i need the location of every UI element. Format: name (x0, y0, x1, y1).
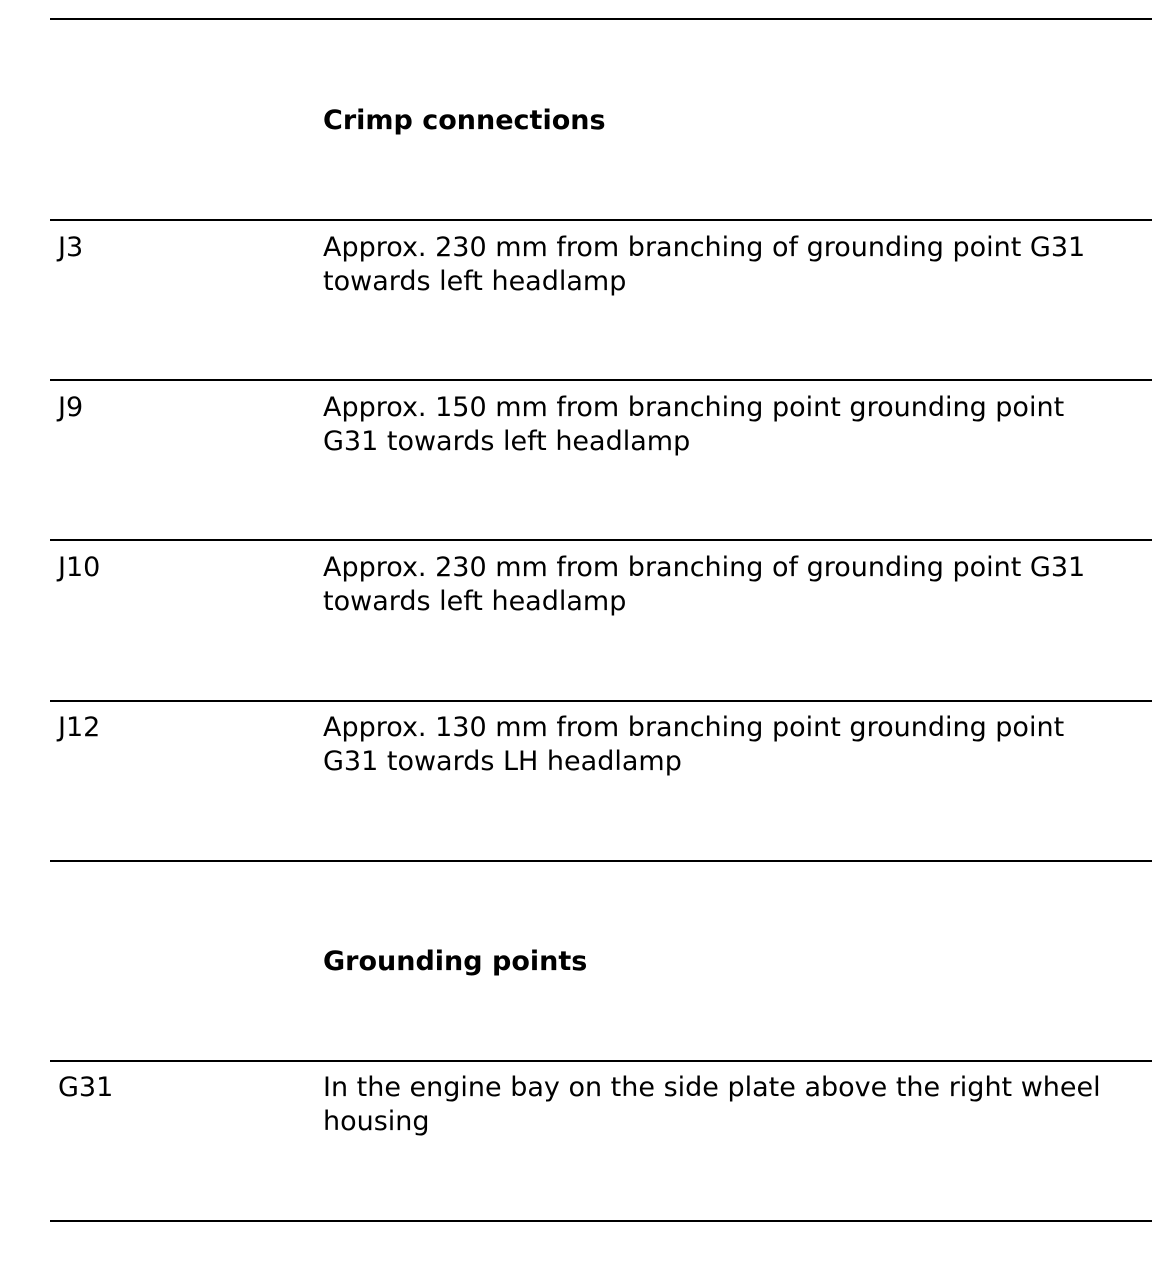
table-divider (50, 539, 1152, 541)
table-divider (50, 219, 1152, 221)
connection-id: J3 (58, 232, 84, 263)
table-divider (50, 1220, 1152, 1222)
description-line: Approx. 150 mm from branching point grounding point (323, 392, 1065, 423)
description-line: G31 towards LH headlamp (323, 746, 682, 777)
description-line: Approx. 230 mm from branching of grounding point G31 (323, 232, 1086, 263)
description-line: Approx. 230 mm from branching of grounding point G31 (323, 552, 1086, 583)
connection-description (323, 391, 1143, 459)
description-line: In the engine bay on the side plate above the right wheel (323, 1072, 1101, 1103)
connection-id: J10 (58, 552, 101, 583)
section-heading-grounding-points: Grounding points (323, 946, 588, 977)
connection-description (323, 231, 1143, 299)
table-divider (50, 379, 1152, 381)
connection-id: J12 (58, 712, 101, 743)
table-divider (50, 18, 1152, 20)
section-heading-crimp-connections: Crimp connections (323, 105, 606, 136)
description-line: G31 towards left headlamp (323, 426, 691, 457)
connection-description (323, 551, 1143, 619)
table-divider (50, 700, 1152, 702)
description-line: towards left headlamp (323, 266, 627, 297)
connection-id: J9 (58, 392, 84, 423)
connection-description (323, 711, 1143, 779)
description-line: housing (323, 1106, 430, 1137)
description-line: Approx. 130 mm from branching point grounding point (323, 712, 1065, 743)
table-divider (50, 1060, 1152, 1062)
table-divider (50, 860, 1152, 862)
grounding-point-id: G31 (58, 1072, 114, 1103)
description-line: towards left headlamp (323, 586, 627, 617)
grounding-point-description (323, 1071, 1143, 1139)
